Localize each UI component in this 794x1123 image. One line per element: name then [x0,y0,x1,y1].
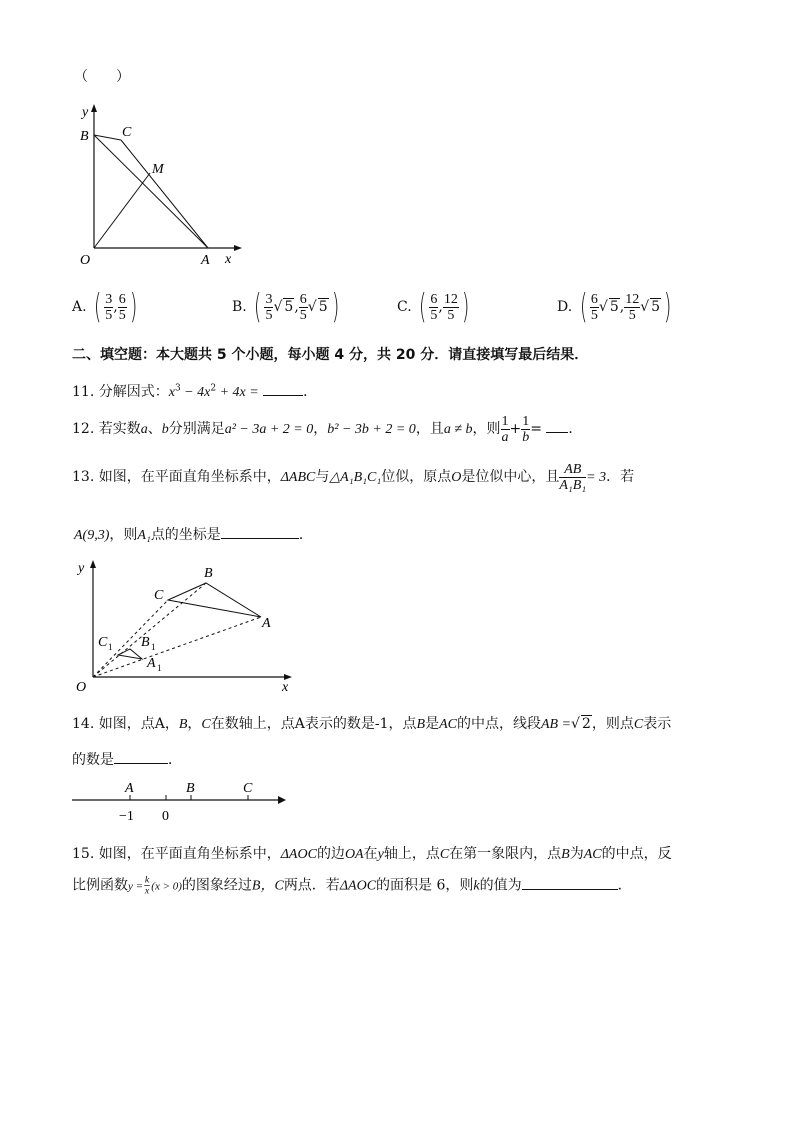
label-C: C [154,588,164,603]
label-A1-sub: 1 [157,663,162,673]
label-B: B [80,129,89,144]
label-A1: A [147,656,156,671]
question-13-line2: A(9,3)，则A₁点的坐标是 ． [74,527,313,543]
section-heading: 二、填空题：本大题共 5 个小题，每小题 4 分，共 20 分．请直接填写最后结果． [72,347,589,363]
question-11: 11. 分解因式：$x^3 - 4x^2 + 4x$ = ． [72,383,318,400]
question-13-line1: 13. 如图，在平面直角坐标系中，ΔABC与△A₁B₁C₁位似，原点O是位似中心，且 $\frac{AB}{\text{A₁B₁}}$ = 3．若 [72,461,635,493]
y-axis-arrow [90,560,96,568]
q13-figure [72,556,302,696]
option-a[interactable]: A. ( $\frac{3}{5}$ , $\frac{6}{5}$ ) [72,287,138,327]
label-M: M [152,162,164,177]
question-14-line1: 14. 如图，点A，B，C在数轴上，点A表示的数是-1，点B是AC的中点，线段AB =√ 2，则点C表示 [72,716,672,732]
axis-arrow [278,796,286,804]
segment-ba [94,135,208,248]
ray-oa [93,617,261,677]
triangle-a1b1c1 [118,649,142,659]
label-x: x [225,252,232,267]
label-A: A [125,781,134,796]
triangle-abc [168,583,261,617]
option-b[interactable]: B. ( $\frac{3}{5}$ √ 5, $\frac{6}{5}$ √ 5 ) [232,287,339,327]
q14-number-line [72,778,292,826]
label-B1: B [141,635,150,650]
label-C1: C [98,635,108,650]
label-A: A [201,253,210,268]
answer-blank-14[interactable] [114,751,168,764]
label-O: O [76,680,87,695]
label-C: C [243,781,253,796]
label-B: B [204,566,213,581]
option-c[interactable]: C. ( $\frac{6}{5}$ , $\frac{12}{5}$ ) [397,287,470,327]
label-O: O [80,253,91,268]
question-15-line1: 15. 如图，在平面直角坐标系中，ΔAOC的边OA在y轴上，点C在第一象限内，点B为AC的中点，反 [72,846,672,862]
label-neg-one: −1 [119,809,134,824]
question-14-line2: 的数是 ． [72,752,182,768]
y-axis-arrow [91,104,97,112]
label-C1-sub: 1 [108,642,113,652]
label-y: y [78,561,85,576]
answer-blank-11[interactable] [263,383,303,396]
answer-blank-12[interactable] [546,420,568,433]
question-12: 12. 若实数a、b分别满足a² − 3a + 2 = 0，b² − 3b + 2 = 0，且a ≠ b，则 $\frac{1}{a}$ + $\frac{1}{b}$ = ． [72,413,583,445]
label-B: B [186,781,195,796]
option-d[interactable]: D. ( $\frac{6}{5}$ √ 5, $\frac{12}{5}$ √ 5 ) [557,287,672,327]
answer-parentheses: （ ） [74,69,130,85]
answer-blank-15[interactable] [522,877,618,890]
label-B1-sub: 1 [151,642,156,652]
segment-om [94,173,150,248]
label-C: C [122,125,132,140]
label-zero: 0 [162,809,169,824]
label-x: x [282,680,289,695]
x-axis-arrow [234,245,242,251]
question-15-line2: 比例函数y = $\frac{k}{x}$ (x > 0)的图象经过B，C两点．若ΔAOC的面积是 6，则k的值为 ． [72,874,632,897]
label-y: y [82,105,89,120]
q10-figure [72,100,242,270]
label-A: A [262,616,271,631]
answer-blank-13[interactable] [221,526,299,539]
